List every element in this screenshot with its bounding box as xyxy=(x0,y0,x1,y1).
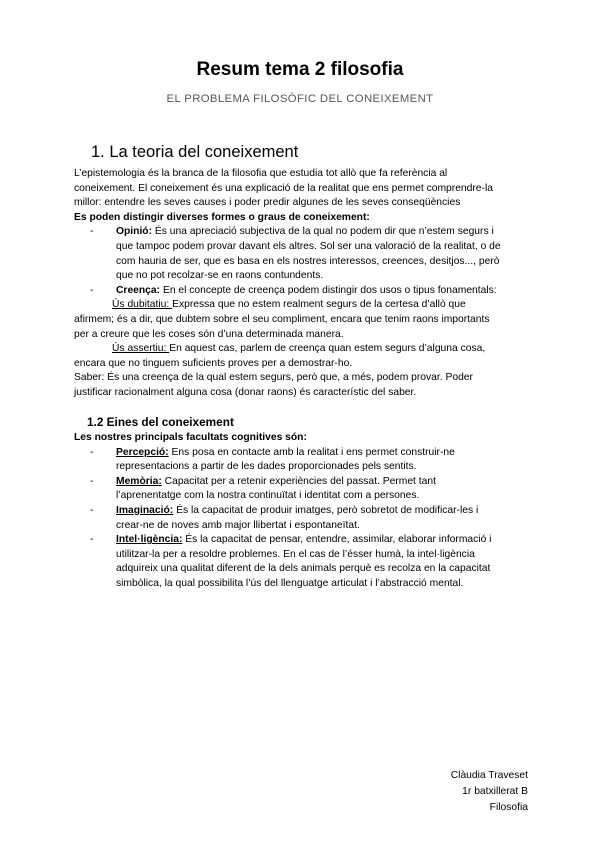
definition-line: utilitzar-la per a resoldre problemes. En el cas de l’ésser humà, la intel·ligència xyxy=(116,548,475,560)
list-item-creenca xyxy=(74,284,536,372)
definition-line: que tampoc podem provar davant els altres. Sol ser una valoració de la realitat, o de xyxy=(116,240,501,252)
intro-line: coneixement. El coneixement és una explicació de la realitat que ens permet comprendre-la xyxy=(74,182,493,194)
term-us-dubitatiu: Ús dubitatiu: xyxy=(112,299,173,311)
section-2-lead: Les nostres principals facultats cognitives són: xyxy=(74,432,307,443)
definition-line: adquireix una qualitat diferent de la dels animals perquè es recolza en la capacitat xyxy=(116,563,491,575)
list-item-imaginacio xyxy=(74,504,536,533)
section-2-body xyxy=(74,431,536,592)
definition-text: En aquest cas, parlem de creença quan estem segurs d’alguna cosa, xyxy=(169,343,486,355)
term-percepcio: Percepció: xyxy=(116,446,169,458)
term-us-assertiu: Ús assertiu: xyxy=(112,343,170,355)
section-1-heading: 1. La teoria del coneixement xyxy=(91,143,299,161)
bullet-dash: - xyxy=(90,504,94,516)
list-item-memoria xyxy=(74,475,536,504)
page-title: Resum tema 2 filosofia xyxy=(196,59,404,80)
definition-line: que no pot recolzar-se en raons contundents. xyxy=(116,270,324,282)
definition-line: afirmem; és a dir, que dubtem sobre el seu compliment, encara que tenim raons importants xyxy=(74,313,490,325)
definition-line: encara que no tinguem suficients proves per a demostrar-ho. xyxy=(74,357,353,369)
page-subtitle: EL PROBLEMA FILOSÒFIC DEL CONEIXEMENT xyxy=(166,93,434,105)
bullet-dash: - xyxy=(90,284,94,296)
term-opinio: Opinió: xyxy=(116,226,153,238)
list-item-opinio xyxy=(74,225,536,283)
author-subject: Filosofia xyxy=(489,801,528,813)
definition-text: És una apreciació subjectiva de la qual no podem dir que n’estem segurs i xyxy=(154,226,494,238)
author-course: 1r batxillerat B xyxy=(462,785,528,797)
term-memoria: Memòria: xyxy=(116,475,162,487)
definition-line: com hauria de ser, que es basa en els nostres interessos, creences, desitjos..., però xyxy=(116,255,500,267)
author-name: Clàudia Traveset xyxy=(450,770,528,781)
definition-line: representacions a partir de les dades proporcionades pels sentits. xyxy=(116,461,417,473)
intro-line: millor: entendre les seves causes i poder predir algunes de les seves conseqüències xyxy=(74,197,461,209)
term-creenca: Creença: xyxy=(116,284,161,296)
definition-line: simbòlica, la qual possibilita l’ús del llenguatge articulat i l’abstracció mental. xyxy=(116,577,464,589)
section-1-lead: Es poden distingir diverses formes o graus de coneixement: xyxy=(74,211,370,223)
bullet-dash: - xyxy=(90,226,94,238)
definition-text: Expressa que no estem realment segurs de la certesa d’allò que xyxy=(172,299,466,311)
definition-line: crear-ne de noves amb major llibertat i espontaneïtat. xyxy=(116,519,360,531)
saber-line: Saber: És una creença de la qual estem segurs, però que, a més, podem provar. Poder xyxy=(74,372,473,384)
signature-block xyxy=(451,768,528,815)
term-intelligencia: Intel·ligència: xyxy=(116,534,183,546)
list-item-intelligencia xyxy=(74,533,536,591)
intro-line: L’epistemologia és la branca de la filosofia que estudia tot allò que fa referència al xyxy=(74,168,448,179)
definition-line: l’aprenentatge com la nostra continuïtat i identitat com a persones. xyxy=(116,490,420,502)
definition-line: per a creure que les coses són d’una determinada manera. xyxy=(74,328,344,340)
saber-line: justificar racionalment alguna cosa (donar raons) és característic del saber. xyxy=(74,386,417,398)
definition-text: Ens posa en contacte amb la realitat i ens permet construir-ne xyxy=(171,446,455,458)
definition-text: És la capacitat de produir imatges, però sobretot de modificar-les i xyxy=(176,504,479,516)
definition-text: Capacitat per a retenir experiències del passat. Permet tant xyxy=(164,475,436,487)
definition-text: És la capacitat de pensar, entendre, assimilar, elaborar informació i xyxy=(185,534,492,546)
section-2-heading: 1.2 Eines del coneixement xyxy=(87,415,234,429)
section-1-body xyxy=(74,167,536,401)
bullet-dash: - xyxy=(90,446,94,458)
definition-text: En el concepte de creença podem distingir dos usos o tipus fonamentals: xyxy=(162,284,497,296)
bullet-dash: - xyxy=(90,475,94,487)
list-item-percepcio xyxy=(74,446,536,475)
term-imaginacio: Imaginació: xyxy=(116,504,174,516)
bullet-dash: - xyxy=(90,534,94,546)
